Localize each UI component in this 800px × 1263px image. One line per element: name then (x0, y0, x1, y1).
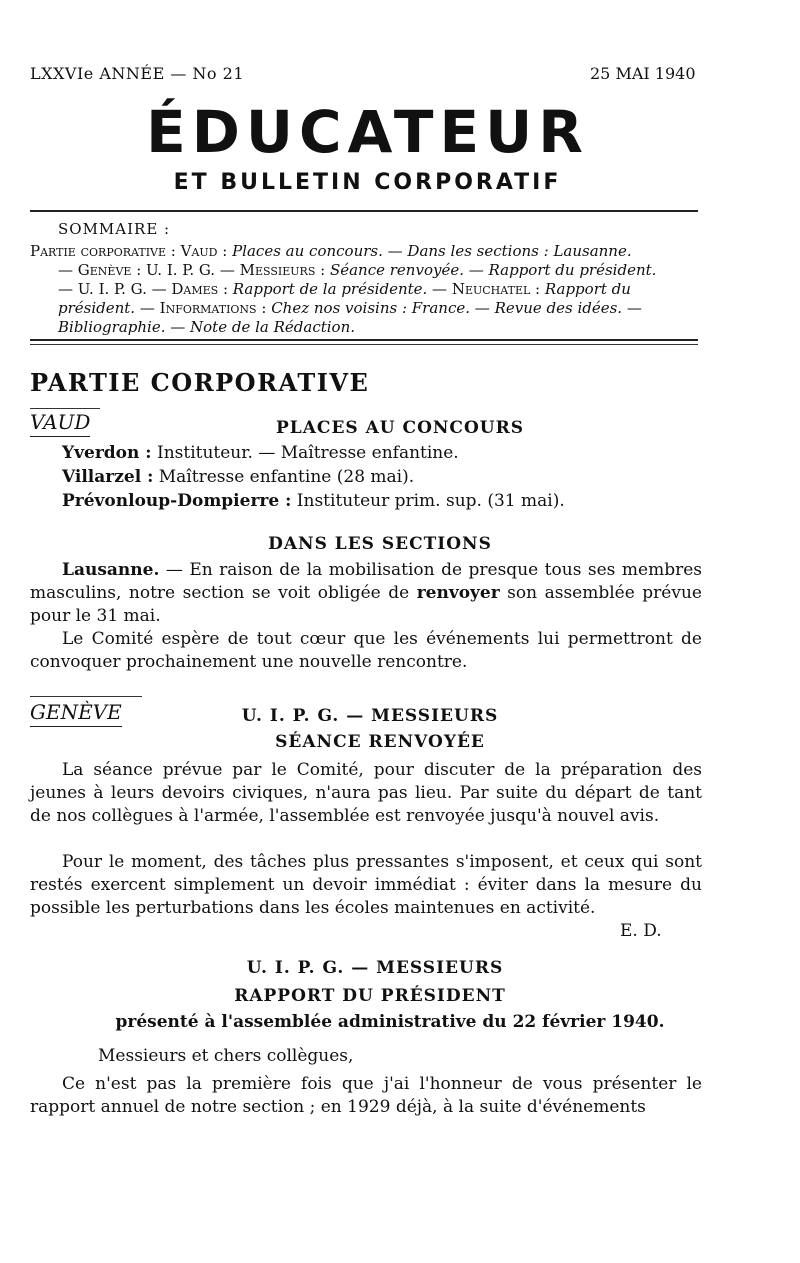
sommaire-text: : (315, 261, 330, 279)
sommaire-text: : (218, 280, 233, 298)
place-name: Yverdon : (62, 443, 152, 463)
sommaire-text: Dans les sections : Lausanne. (407, 242, 632, 260)
place-detail: Instituteur. — Maîtresse enfantine. (151, 443, 459, 463)
sommaire-text: — (58, 261, 78, 279)
sommaire-text: — (382, 242, 408, 260)
sommaire-label: SOMMAIRE : (58, 220, 171, 238)
sommaire-line (30, 261, 710, 280)
places-heading: PLACES AU CONCOURS (276, 418, 524, 438)
sommaire-text: : U. I. P. G. — (131, 261, 240, 279)
sommaire-text: Revue des idées. (494, 299, 623, 317)
canton-geneve: GENÈVE (30, 700, 122, 727)
sommaire-text: président. (58, 299, 136, 317)
sommaire-text: Places au concours. (232, 242, 383, 260)
place-detail: Instituteur prim. sup. (31 mai). (291, 491, 565, 511)
header-rule (30, 210, 698, 212)
rapport-subheading: présenté à l'assemblée administrative du 22 février 1940. (115, 1012, 665, 1032)
sommaire-text: — U. I. P. G. — (58, 280, 172, 298)
place-name: Villarzel : (62, 467, 154, 487)
sommaire-text: Neuchatel (451, 280, 531, 298)
journal-subtitle: ET BULLETIN CORPORATIF (173, 170, 562, 195)
journal-title: ÉDUCATEUR (146, 98, 589, 166)
section-title: PARTIE CORPORATIVE (30, 368, 370, 397)
vaud-overline (30, 408, 100, 409)
place-row (62, 490, 565, 513)
place-row (62, 466, 414, 489)
sommaire-text: — (622, 299, 642, 317)
sommaire-text: Messieurs (239, 261, 316, 279)
sommaire-text: Dames (171, 280, 219, 298)
lausanne-paragraph (30, 559, 702, 628)
canton-vaud: VAUD (30, 410, 90, 437)
sommaire-text: — (470, 299, 495, 317)
place-detail: Maîtresse enfantine (28 mai). (153, 467, 415, 487)
place-row (62, 442, 459, 465)
issue-date: 25 MAI 1940 (590, 64, 696, 83)
sommaire-text: — (463, 261, 489, 279)
sommaire-line (30, 318, 710, 337)
sommaire-rule-top (30, 339, 698, 341)
uipg-heading-2: U. I. P. G. — MESSIEURS (246, 958, 504, 978)
sommaire-line (30, 299, 710, 318)
sommaire-text: Rapport du président. (488, 261, 657, 279)
place-name: Prévonloup-Dompierre : (62, 491, 292, 511)
sommaire-text: Bibliographie. (58, 318, 166, 336)
sommaire-line (30, 242, 710, 261)
lausanne-lead: Lausanne. (62, 560, 160, 580)
geneve-paragraph: Pour le moment, des tâches plus pressantes s'imposent, et ceux qui sont restés exercent simplement un devoir immédiat : éviter dans la mesure du possible les perturbations dans les écoles maintenues en activité. (30, 852, 702, 918)
rapport-heading: RAPPORT DU PRÉSIDENT (234, 986, 506, 1006)
lausanne-text: son assemblée prévue pour le 31 mai. (30, 583, 702, 626)
sommaire-text: : (530, 280, 545, 298)
sommaire-text: Genève (77, 261, 132, 279)
sommaire-text: : (166, 242, 181, 260)
uipg-heading: U. I. P. G. — MESSIEURS (241, 706, 499, 726)
sommaire-text: — (165, 318, 191, 336)
sommaire-contents (30, 242, 710, 337)
vaud-paragraph: Le Comité espère de tout cœur que les événements lui permettront de convoquer prochainement une nouvelle rencontre. (30, 629, 702, 672)
sommaire-text: : (217, 242, 233, 260)
salutation: Messieurs et chers collègues, (98, 1046, 354, 1066)
lausanne-emphasis: renvoyer (416, 583, 500, 603)
rapport-paragraph: Ce n'est pas la première fois que j'ai l'honneur de vous présenter le rapport annuel de notre section ; en 1929 déjà, à la suite d'événements (30, 1074, 702, 1117)
seance-heading: SÉANCE RENVOYÉE (275, 732, 485, 752)
sommaire-text: Vaud (180, 242, 218, 260)
sommaire-text: Informations (159, 299, 257, 317)
issue-number: LXXVIe ANNÉE — No 21 (30, 64, 244, 83)
sommaire-text: Partie corporative (30, 242, 167, 260)
lausanne-text: — En raison de la mobilisation de presque tous ses membres masculins, notre section se voit obligée de (30, 560, 702, 603)
sections-heading: DANS LES SECTIONS (268, 534, 492, 554)
sommaire-text: Note de la Rédaction. (190, 318, 356, 336)
sommaire-rule-bottom (30, 344, 698, 345)
sommaire-text: Séance renvoyée. (329, 261, 464, 279)
sommaire-text: — (427, 280, 452, 298)
geneve-paragraph: La séance prévue par le Comité, pour discuter de la préparation des jeunes à leurs devoirs civiques, n'aura pas lieu. Par suite du départ de tant de nos collègues à l'armée, l'assemblée est renvoyée jusqu'à nouvel avis. (30, 760, 702, 826)
sommaire-line (30, 280, 710, 299)
geneve-overline (30, 696, 142, 697)
signature: E. D. (620, 921, 662, 941)
sommaire-text: : (256, 299, 272, 317)
sommaire-text: — (135, 299, 160, 317)
sommaire-text: Rapport du (544, 280, 631, 298)
sommaire-text: Chez nos voisins : France. (271, 299, 471, 317)
sommaire-text: Rapport de la présidente. (232, 280, 428, 298)
